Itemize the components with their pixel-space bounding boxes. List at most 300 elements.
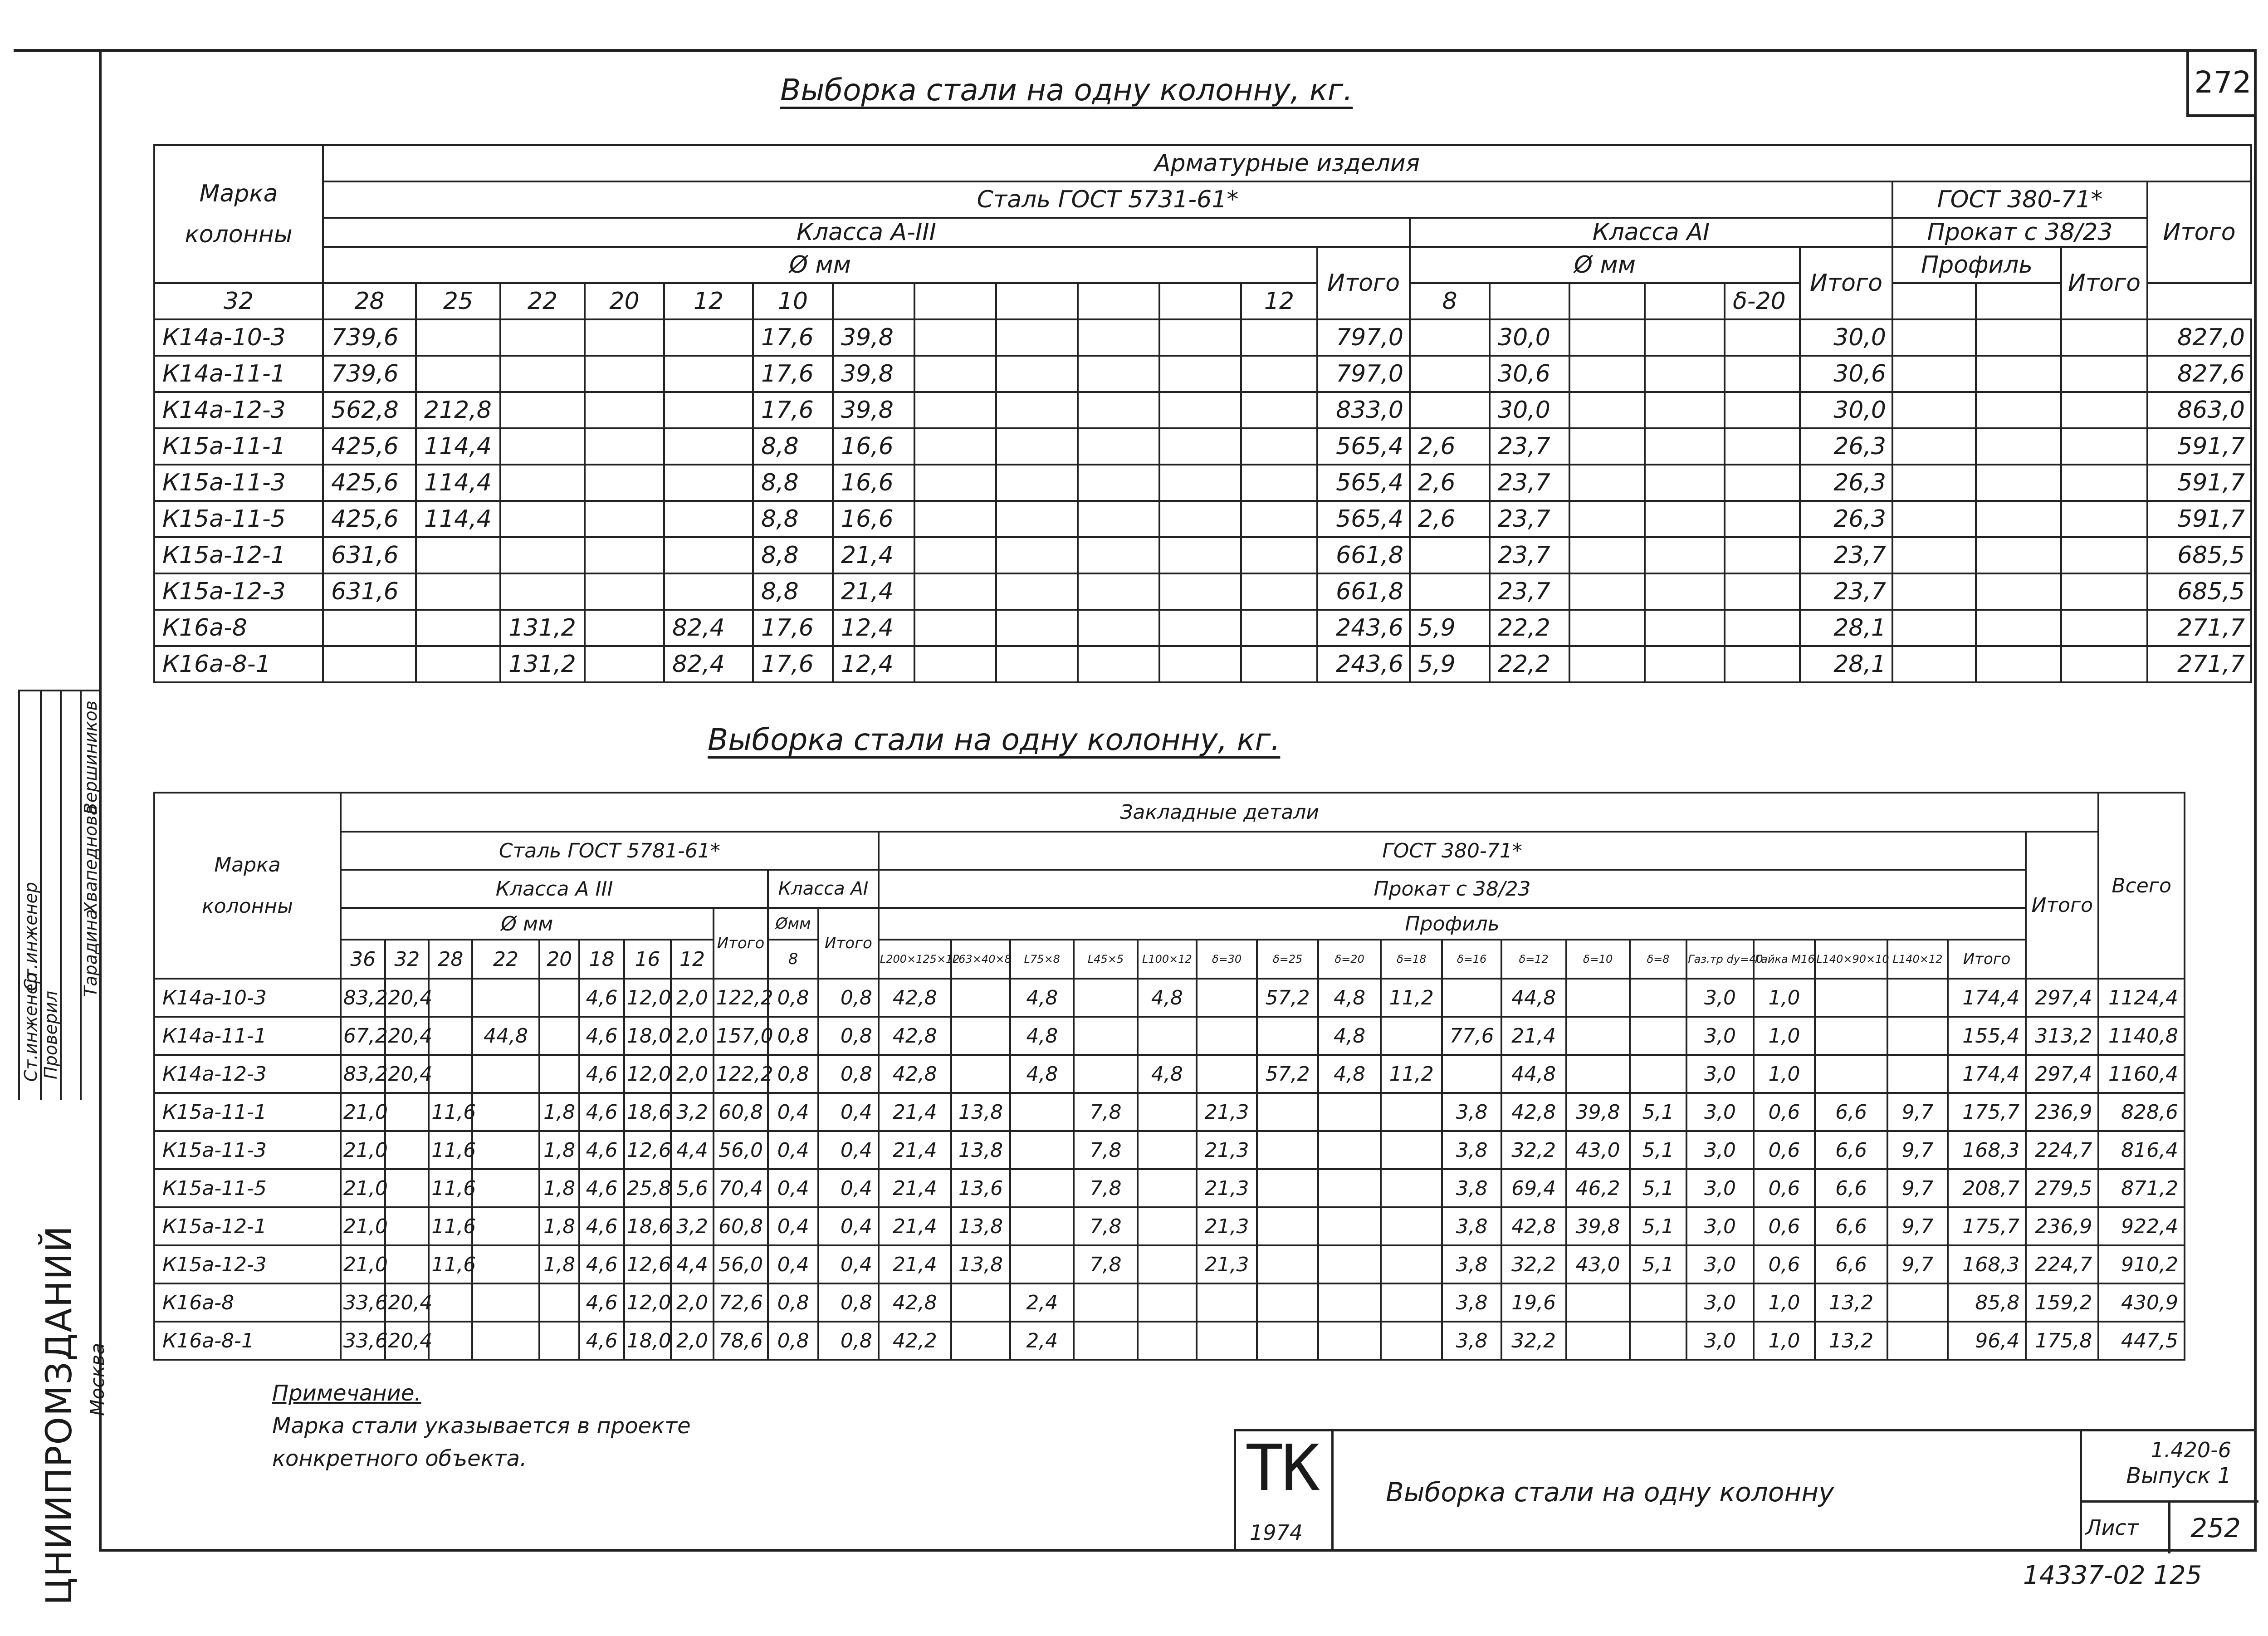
cell-a1: 0,4 bbox=[768, 1245, 818, 1283]
cell-total: 827,0 bbox=[2147, 319, 2251, 356]
diameter-a3-header: 25 bbox=[416, 283, 500, 319]
cell-a3 bbox=[664, 319, 753, 356]
table-row bbox=[154, 1093, 2185, 1131]
cell-subtotal-a1: 26,3 bbox=[1800, 501, 1892, 537]
cell-profile: 9,7 bbox=[1887, 1093, 1948, 1131]
cell-a3: 131,2 bbox=[500, 646, 585, 682]
cell-a3 bbox=[1241, 319, 1317, 356]
cell-a3 bbox=[1078, 501, 1159, 537]
cell-a3: 16,6 bbox=[833, 428, 914, 465]
cell-diameter: 33,6 bbox=[341, 1322, 385, 1360]
cell-a3 bbox=[664, 392, 753, 428]
profile-header-item: δ=30 bbox=[1197, 940, 1257, 979]
cell-profile: 21,4 bbox=[879, 1169, 951, 1207]
cell-a3 bbox=[1078, 356, 1159, 392]
cell-a1 bbox=[1410, 356, 1490, 392]
cell-diameter bbox=[385, 1093, 429, 1131]
cell-a1: 30,0 bbox=[1490, 392, 1569, 428]
table-row bbox=[154, 1207, 2185, 1245]
cell-profile: 13,8 bbox=[951, 1207, 1010, 1245]
profile-header-item: δ=20 bbox=[1318, 940, 1381, 979]
cell-itogo: 159,2 bbox=[2026, 1283, 2098, 1322]
cell-diameter: 4,6 bbox=[579, 1207, 624, 1245]
cell-subtotal-profile bbox=[2061, 356, 2147, 392]
cell-a3: 8,8 bbox=[753, 537, 833, 573]
cell-profile bbox=[1010, 1207, 1074, 1245]
class-a1-header: Класса АI bbox=[768, 870, 879, 908]
cell-a1: 0,4 bbox=[768, 1093, 818, 1131]
cell-itogo: 313,2 bbox=[2026, 1017, 2098, 1055]
cell-a3: 425,6 bbox=[323, 465, 416, 501]
cell-a1 bbox=[1569, 610, 1645, 646]
cell-profile: 4,8 bbox=[1010, 979, 1074, 1017]
cell-profile bbox=[1976, 428, 2061, 465]
cell-a1 bbox=[1410, 319, 1490, 356]
cell-a3 bbox=[664, 537, 753, 573]
class-a3-header: Класса А III bbox=[341, 870, 768, 908]
cell-profile: 6,6 bbox=[1815, 1093, 1887, 1131]
cell-profile: 4,8 bbox=[1318, 1055, 1381, 1093]
cell-diameter bbox=[539, 1017, 580, 1055]
cell-profile: 3,0 bbox=[1686, 1093, 1754, 1131]
cell-vsego: 910,2 bbox=[2098, 1245, 2185, 1283]
cell-diameter: 11,6 bbox=[429, 1169, 472, 1207]
cell-profile bbox=[1318, 1131, 1381, 1169]
cell-subtotal-a3: 243,6 bbox=[1317, 646, 1410, 682]
cell-profile: 3,0 bbox=[1686, 1017, 1754, 1055]
cell-profile: 1,0 bbox=[1754, 1322, 1815, 1360]
cell-a3: 631,6 bbox=[323, 573, 416, 610]
cell-a3 bbox=[1159, 319, 1241, 356]
cell-subtotal-a1: 0,4 bbox=[818, 1207, 879, 1245]
cell-diameter: 4,6 bbox=[579, 1055, 624, 1093]
cell-a3: 17,6 bbox=[753, 392, 833, 428]
cell-profile: 5,1 bbox=[1630, 1131, 1686, 1169]
table-row bbox=[154, 979, 2185, 1017]
cell-profile: 21,3 bbox=[1197, 1245, 1257, 1283]
cell-subtotal-a1: 26,3 bbox=[1800, 465, 1892, 501]
stamp-name: Выборка стали на одну колонну bbox=[1386, 1477, 1834, 1508]
cell-profile bbox=[1566, 1055, 1630, 1093]
cell-a1 bbox=[1569, 428, 1645, 465]
cell-profile bbox=[1010, 1169, 1074, 1207]
diameter-header: 22 bbox=[472, 940, 539, 979]
subtotal-header-profile: Итого bbox=[1948, 940, 2026, 979]
cell-a3 bbox=[1159, 428, 1241, 465]
cell-subtotal-a1: 30,6 bbox=[1800, 356, 1892, 392]
cell-a3 bbox=[1241, 356, 1317, 392]
table-row bbox=[154, 356, 2251, 392]
cell-a1: 23,7 bbox=[1490, 501, 1569, 537]
profile-value-header: δ-20 bbox=[1725, 283, 1800, 319]
cell-profile bbox=[1892, 319, 1976, 356]
cell-profile bbox=[1630, 1322, 1686, 1360]
row-mark: К15а-11-1 bbox=[154, 1093, 341, 1131]
total-header: Итого bbox=[2147, 181, 2251, 283]
cell-a1: 0,8 bbox=[768, 1322, 818, 1360]
cell-subtotal-a3: 661,8 bbox=[1317, 537, 1410, 573]
table-row bbox=[154, 537, 2251, 573]
cell-profile bbox=[1010, 1131, 1074, 1169]
cell-a3 bbox=[1241, 465, 1317, 501]
cell-a1: 22,2 bbox=[1490, 646, 1569, 682]
cell-profile: 4,8 bbox=[1318, 1017, 1381, 1055]
class-a3-header: Класса А-III bbox=[323, 218, 1410, 247]
cell-profile: 0,6 bbox=[1754, 1245, 1815, 1283]
cell-itogo: 297,4 bbox=[2026, 979, 2098, 1017]
diameter-a3-header bbox=[1078, 283, 1159, 319]
table-row bbox=[154, 501, 2251, 537]
cell-subtotal-a3: 797,0 bbox=[1317, 319, 1410, 356]
cell-total: 591,7 bbox=[2147, 501, 2251, 537]
cell-profile bbox=[1074, 1283, 1137, 1322]
cell-a3 bbox=[914, 646, 996, 682]
cell-a1 bbox=[1410, 573, 1490, 610]
cell-a3: 17,6 bbox=[753, 356, 833, 392]
cell-a3 bbox=[1241, 392, 1317, 428]
cell-a1 bbox=[1645, 319, 1725, 356]
cell-a1 bbox=[1725, 501, 1800, 537]
cell-a3 bbox=[1241, 428, 1317, 465]
cell-total: 591,7 bbox=[2147, 465, 2251, 501]
cell-a3: 8,8 bbox=[753, 428, 833, 465]
cell-profile: 32,2 bbox=[1501, 1322, 1566, 1360]
cell-a3 bbox=[585, 501, 664, 537]
cell-profile bbox=[1381, 1322, 1442, 1360]
subtotal-header-a3: Итого bbox=[1317, 247, 1410, 319]
cell-diameter: 2,0 bbox=[671, 1055, 714, 1093]
cell-a1: 23,7 bbox=[1490, 465, 1569, 501]
cell-a1 bbox=[1569, 501, 1645, 537]
diameter-a3-header: 20 bbox=[585, 283, 664, 319]
cell-diameter bbox=[472, 1131, 539, 1169]
cell-diameter: 4,6 bbox=[579, 979, 624, 1017]
cell-diameter: 1,8 bbox=[539, 1131, 580, 1169]
cell-diameter bbox=[472, 1283, 539, 1322]
cell-a3 bbox=[996, 465, 1078, 501]
cell-a1 bbox=[1410, 392, 1490, 428]
profile-header-item: Гайка М16 bbox=[1754, 940, 1815, 979]
subtotal-header-profile: Итого bbox=[2061, 247, 2147, 319]
cell-a3 bbox=[1159, 610, 1241, 646]
cell-subtotal-a1: 0,8 bbox=[818, 1017, 879, 1055]
cell-total: 863,0 bbox=[2147, 392, 2251, 428]
mark-header: Марка колонны bbox=[154, 793, 341, 979]
cell-diameter: 18,0 bbox=[624, 1322, 671, 1360]
cell-subtotal-profile bbox=[2061, 610, 2147, 646]
cell-profile bbox=[1010, 1245, 1074, 1283]
cell-profile: 1,0 bbox=[1754, 1283, 1815, 1322]
table-row bbox=[154, 646, 2251, 682]
cell-vsego: 1160,4 bbox=[2098, 1055, 2185, 1093]
cell-a3 bbox=[1159, 465, 1241, 501]
row-mark: К16а-8-1 bbox=[154, 1322, 341, 1360]
cell-a1 bbox=[1645, 646, 1725, 682]
cell-profile bbox=[1815, 979, 1887, 1017]
cell-a3 bbox=[323, 646, 416, 682]
cell-subtotal-a3: 833,0 bbox=[1317, 392, 1410, 428]
name-1: Вершиников bbox=[81, 700, 101, 815]
cell-diameter bbox=[385, 1207, 429, 1245]
cell-profile bbox=[1976, 319, 2061, 356]
cell-subtotal-a3: 122,2 bbox=[714, 1055, 768, 1093]
cell-diameter: 2,0 bbox=[671, 1017, 714, 1055]
cell-subtotal-a3: 78,6 bbox=[714, 1322, 768, 1360]
cell-a3: 8,8 bbox=[753, 501, 833, 537]
cell-a1: 22,2 bbox=[1490, 610, 1569, 646]
cell-profile: 42,8 bbox=[879, 1283, 951, 1322]
cell-a3: 12,4 bbox=[833, 610, 914, 646]
cell-diameter: 11,6 bbox=[429, 1245, 472, 1283]
cell-a3: 82,4 bbox=[664, 646, 753, 682]
cell-profile bbox=[1892, 573, 1976, 610]
cell-profile bbox=[1074, 1055, 1137, 1093]
cell-diameter: 4,6 bbox=[579, 1283, 624, 1322]
cell-a3 bbox=[585, 428, 664, 465]
cell-profile: 7,8 bbox=[1074, 1131, 1137, 1169]
cell-profile bbox=[1257, 1245, 1318, 1283]
cell-profile bbox=[1138, 1207, 1197, 1245]
cell-a1 bbox=[1569, 573, 1645, 610]
cell-a1 bbox=[1645, 610, 1725, 646]
diameter-header: 16 bbox=[624, 940, 671, 979]
cell-profile: 21,4 bbox=[879, 1207, 951, 1245]
cell-profile bbox=[1381, 1093, 1442, 1131]
profile-empty-header bbox=[1892, 283, 1976, 319]
cell-subtotal-profile: 168,3 bbox=[1948, 1245, 2026, 1283]
cell-subtotal-a1: 23,7 bbox=[1800, 573, 1892, 610]
cell-profile bbox=[1892, 610, 1976, 646]
cell-itogo: 175,8 bbox=[2026, 1322, 2098, 1360]
table-row bbox=[154, 1169, 2185, 1207]
cell-profile bbox=[1976, 392, 2061, 428]
cell-profile bbox=[1815, 1017, 1887, 1055]
names-column bbox=[80, 691, 102, 1100]
row-mark: К14а-12-3 bbox=[154, 1055, 341, 1093]
cell-profile: 3,8 bbox=[1442, 1131, 1501, 1169]
cell-a3: 631,6 bbox=[323, 537, 416, 573]
cell-a3 bbox=[1078, 428, 1159, 465]
cell-a3: 8,8 bbox=[753, 573, 833, 610]
cell-a3 bbox=[500, 537, 585, 573]
row-mark: К14а-11-1 bbox=[154, 1017, 341, 1055]
diameter-a1-header: 8 bbox=[1410, 283, 1490, 319]
row-mark: К15а-12-1 bbox=[154, 537, 323, 573]
cell-a3 bbox=[1159, 646, 1241, 682]
cell-profile bbox=[1257, 1283, 1318, 1322]
subtotal-header-a3: Итого bbox=[714, 908, 768, 979]
cell-diameter: 20,4 bbox=[385, 979, 429, 1017]
cell-total: 271,7 bbox=[2147, 610, 2251, 646]
cell-a3 bbox=[500, 319, 585, 356]
cell-a3: 39,8 bbox=[833, 392, 914, 428]
itogo-header: Итого bbox=[2026, 832, 2098, 979]
tk-logo: ТК bbox=[1245, 1431, 1318, 1505]
cell-profile bbox=[1566, 1017, 1630, 1055]
prokat-header: Прокат с 38/23 bbox=[879, 870, 2026, 908]
cell-a1 bbox=[1569, 356, 1645, 392]
prokat-header: Прокат с 38/23 bbox=[1892, 218, 2147, 247]
diam-header-a1: Ø мм bbox=[1410, 247, 1800, 283]
cell-profile bbox=[1566, 979, 1630, 1017]
note bbox=[272, 1377, 691, 1475]
cell-profile bbox=[1257, 1207, 1318, 1245]
cell-profile: 5,1 bbox=[1630, 1093, 1686, 1131]
cell-profile bbox=[1381, 1207, 1442, 1245]
cell-a1 bbox=[1645, 501, 1725, 537]
cell-diameter: 12,0 bbox=[624, 1055, 671, 1093]
cell-diameter: 1,8 bbox=[539, 1245, 580, 1283]
cell-a3: 39,8 bbox=[833, 319, 914, 356]
cell-diameter bbox=[472, 1207, 539, 1245]
cell-a1: 30,6 bbox=[1490, 356, 1569, 392]
cell-profile: 21,4 bbox=[879, 1093, 951, 1131]
table-row bbox=[154, 392, 2251, 428]
cell-a3 bbox=[1078, 537, 1159, 573]
cell-profile bbox=[1197, 1017, 1257, 1055]
cell-profile: 11,2 bbox=[1381, 1055, 1442, 1093]
cell-diameter: 12,0 bbox=[624, 979, 671, 1017]
cell-a1 bbox=[1569, 319, 1645, 356]
table-row bbox=[154, 573, 2251, 610]
group-header: Закладные детали bbox=[341, 793, 2098, 832]
table-row bbox=[154, 465, 2251, 501]
cell-profile bbox=[1976, 501, 2061, 537]
cell-profile: 44,8 bbox=[1501, 979, 1566, 1017]
cell-diameter: 1,8 bbox=[539, 1207, 580, 1245]
cell-a3 bbox=[996, 428, 1078, 465]
cell-profile: 13,2 bbox=[1815, 1283, 1887, 1322]
cell-profile: 0,6 bbox=[1754, 1093, 1815, 1131]
cell-profile: 39,8 bbox=[1566, 1207, 1630, 1245]
cell-subtotal-a1: 0,4 bbox=[818, 1093, 879, 1131]
diameter-a1-header bbox=[1645, 283, 1725, 319]
cell-profile: 42,8 bbox=[879, 1055, 951, 1093]
cell-profile: 4,8 bbox=[1010, 1055, 1074, 1093]
cell-a3: 16,6 bbox=[833, 465, 914, 501]
cell-profile: 3,0 bbox=[1686, 1207, 1754, 1245]
cell-a3 bbox=[500, 392, 585, 428]
cell-profile bbox=[1887, 1322, 1948, 1360]
cell-diameter bbox=[429, 979, 472, 1017]
cell-profile: 5,1 bbox=[1630, 1245, 1686, 1283]
cell-profile bbox=[1892, 465, 1976, 501]
cell-a3: 425,6 bbox=[323, 501, 416, 537]
table-row bbox=[154, 1017, 2185, 1055]
cell-profile bbox=[1976, 610, 2061, 646]
cell-profile: 7,8 bbox=[1074, 1093, 1137, 1131]
cell-diameter bbox=[472, 1055, 539, 1093]
cell-a3 bbox=[914, 319, 996, 356]
cell-diameter: 4,4 bbox=[671, 1245, 714, 1283]
cell-profile bbox=[1318, 1283, 1381, 1322]
row-mark: К15а-11-3 bbox=[154, 1131, 341, 1169]
cell-diameter: 2,0 bbox=[671, 1322, 714, 1360]
cell-profile bbox=[1318, 1093, 1381, 1131]
profile-header-item: L140×12 bbox=[1887, 940, 1948, 979]
table-row bbox=[154, 1283, 2185, 1322]
cell-a1: 23,7 bbox=[1490, 573, 1569, 610]
cell-a3 bbox=[585, 573, 664, 610]
cell-profile: 69,4 bbox=[1501, 1169, 1566, 1207]
cell-profile bbox=[1630, 1283, 1686, 1322]
cell-profile bbox=[1197, 1322, 1257, 1360]
cell-profile bbox=[1976, 356, 2061, 392]
cell-a3 bbox=[1159, 573, 1241, 610]
cell-a1: 5,9 bbox=[1410, 610, 1490, 646]
diameter-header: 28 bbox=[429, 940, 472, 979]
cell-diameter: 21,0 bbox=[341, 1207, 385, 1245]
profile-header-item: δ=18 bbox=[1381, 940, 1442, 979]
cell-subtotal-a3: 60,8 bbox=[714, 1093, 768, 1131]
cell-profile bbox=[1976, 465, 2061, 501]
cell-vsego: 871,2 bbox=[2098, 1169, 2185, 1207]
cell-diameter bbox=[539, 979, 580, 1017]
row-mark: К14а-10-3 bbox=[154, 979, 341, 1017]
cell-profile bbox=[1381, 1017, 1442, 1055]
cell-diameter bbox=[385, 1169, 429, 1207]
diameter-header: 12 bbox=[671, 940, 714, 979]
cell-profile: 21,3 bbox=[1197, 1169, 1257, 1207]
cell-profile bbox=[1197, 1055, 1257, 1093]
cell-subtotal-a3: 243,6 bbox=[1317, 610, 1410, 646]
cell-a3 bbox=[416, 610, 500, 646]
cell-subtotal-a3: 565,4 bbox=[1317, 465, 1410, 501]
cell-a1: 0,4 bbox=[768, 1131, 818, 1169]
stamp-sheet-number: 252 bbox=[2168, 1503, 2261, 1553]
cell-a1 bbox=[1725, 428, 1800, 465]
profile-header-item: L200×125×12 bbox=[879, 940, 951, 979]
cell-a3 bbox=[1159, 501, 1241, 537]
cell-a3: 17,6 bbox=[753, 610, 833, 646]
row-mark: К15а-11-5 bbox=[154, 501, 323, 537]
cell-subtotal-profile bbox=[2061, 465, 2147, 501]
cell-a1 bbox=[1569, 537, 1645, 573]
cell-profile: 57,2 bbox=[1257, 1055, 1318, 1093]
cell-diameter bbox=[472, 1093, 539, 1131]
cell-a3 bbox=[914, 573, 996, 610]
note-line-2: конкретного объекта. bbox=[272, 1446, 527, 1471]
cell-a1 bbox=[1645, 356, 1725, 392]
cell-profile: 77,6 bbox=[1442, 1017, 1501, 1055]
row-mark: К15а-12-3 bbox=[154, 573, 323, 610]
profile-header: Профиль bbox=[1892, 247, 2061, 283]
cell-subtotal-a1: 30,0 bbox=[1800, 392, 1892, 428]
cell-a3: 17,6 bbox=[753, 646, 833, 682]
cell-subtotal-profile: 174,4 bbox=[1948, 979, 2026, 1017]
cell-profile bbox=[951, 1055, 1010, 1093]
cell-a1 bbox=[1645, 573, 1725, 610]
stamp-sheet-row bbox=[2082, 1500, 2258, 1553]
gost2-header: ГОСТ 380-71* bbox=[879, 832, 2026, 870]
diam-header: Ø мм bbox=[341, 908, 714, 940]
cell-itogo: 236,9 bbox=[2026, 1207, 2098, 1245]
cell-diameter bbox=[472, 1322, 539, 1360]
table-row bbox=[154, 1131, 2185, 1169]
cell-a3 bbox=[1078, 573, 1159, 610]
cell-profile: 57,2 bbox=[1257, 979, 1318, 1017]
cell-profile bbox=[951, 1283, 1010, 1322]
cell-diameter bbox=[429, 1322, 472, 1360]
cell-a1: 30,0 bbox=[1490, 319, 1569, 356]
cell-profile bbox=[1976, 646, 2061, 682]
cell-profile: 46,2 bbox=[1566, 1169, 1630, 1207]
cell-subtotal-profile: 174,4 bbox=[1948, 1055, 2026, 1093]
cell-itogo: 279,5 bbox=[2026, 1169, 2098, 1207]
cell-profile: 42,8 bbox=[1501, 1207, 1566, 1245]
cell-profile: 6,6 bbox=[1815, 1207, 1887, 1245]
cell-subtotal-a1: 0,4 bbox=[818, 1245, 879, 1283]
